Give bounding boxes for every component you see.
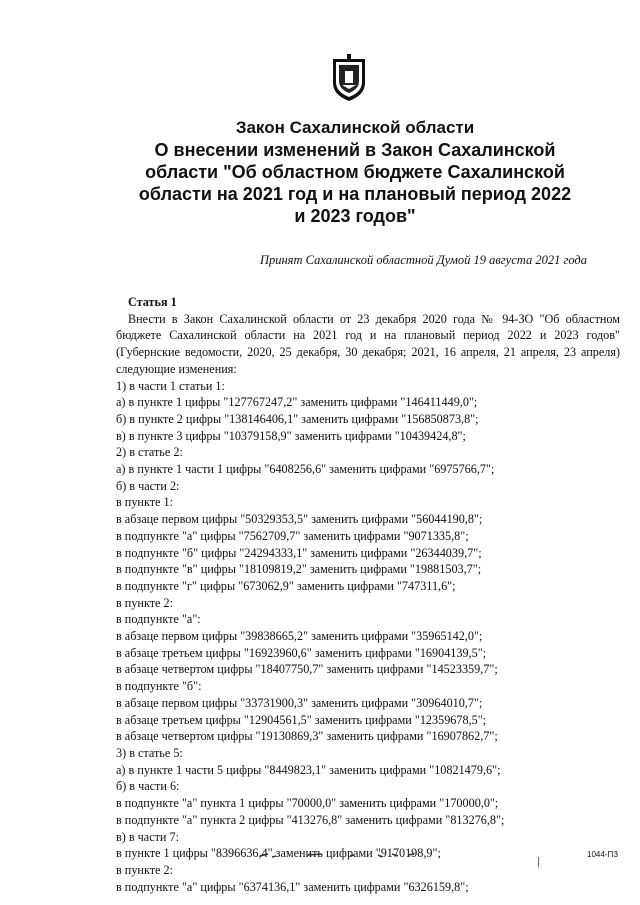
- amendment-line: а) в пункте 1 части 1 цифры "6408256,6" заменить цифрами "6975766,7";: [116, 462, 495, 477]
- amendment-line: в абзаце первом цифры "39838665,2" заменить цифрами "35965142,0";: [116, 629, 483, 644]
- amendment-line: в подпункте "а" цифры "7562709,7" заменить цифрами "9071335,8";: [116, 528, 469, 543]
- amendment-line: б) в пункте 2 цифры "138146406,1" заменить цифрами "156850873,8";: [116, 411, 479, 426]
- scan-tick: [538, 857, 539, 867]
- amendment-line: в абзаце четвертом цифры "19130869,3" заменить цифрами "16907862,7";: [116, 729, 498, 744]
- amendment-line: в абзаце третьем цифры "12904561,5" заменить цифрами "12359678,5";: [116, 712, 487, 727]
- amendment-line: в подпункте "б" цифры "24294333,1" заменить цифрами "26344039,7";: [116, 545, 482, 560]
- amendment-line: в абзаце третьем цифры "16923960,6" заменить цифрами "16904139,5";: [116, 645, 487, 660]
- amendment-line: в пункте 1 цифры "8396636,4" заменить цифрами "9170198,9";: [116, 846, 441, 861]
- amendment-line: в подпункте "а":: [116, 612, 201, 627]
- amendment-line: б) в части 2:: [116, 478, 180, 493]
- amendment-line: в) в части 7:: [116, 829, 179, 844]
- document-code: 1044-ПЗ: [587, 850, 619, 859]
- amendment-line: в подпункте "а" пункта 1 цифры "70000,0" заменить цифрами "170000,0";: [116, 796, 499, 811]
- scan-marks: [258, 850, 428, 860]
- article-heading: Статья 1: [128, 295, 177, 309]
- amendment-line: в подпункте "б":: [116, 679, 202, 694]
- amendment-line: в подпункте "а" цифры "6374136,1" заменить цифрами "6326159,8";: [116, 879, 469, 894]
- article-intro: Внести в Закон Сахалинской области от 23 декабря 2020 года № 94-ЗО "Об областном бюджете Сахалинской области на 2021 год и на плановый период 2022 и 2023 годов" (Губернские ведомости, 2020, 25 декабря, 30 декабря; 2021, 16 апреля, 21 апреля, 23 апреля) следующие изменения:: [116, 311, 620, 376]
- amendment-line: в абзаце первом цифры "33731900,3" заменить цифрами "30964010,7";: [116, 695, 483, 710]
- amendment-line: в пункте 1:: [116, 495, 173, 510]
- amendment-line: 2) в статье 2:: [116, 445, 183, 460]
- amendment-line: в подпункте "в" цифры "18109819,2" заменить цифрами "19881503,7";: [116, 562, 482, 577]
- title-line-1: Закон Сахалинской области: [235, 118, 475, 137]
- amendment-list: [116, 378, 620, 896]
- amendment-line: а) в пункте 1 части 5 цифры "8449823,1" заменить цифрами "10821479,6";: [116, 762, 501, 777]
- adoption-note: Принят Сахалинской областной Думой 19 августа 2021 года: [259, 253, 587, 267]
- amendment-line: в абзаце четвертом цифры "18407750,7" заменить цифрами "14523359,7";: [116, 662, 498, 677]
- amendment-line: в) в пункте 3 цифры "10379158,9" заменить цифрами "10439424,8";: [116, 428, 466, 443]
- title-line-2: О внесении изменений в Закон Сахалинской: [154, 140, 556, 160]
- amendment-line: в подпункте "г" цифры "673062,9" заменить цифрами "747311,6";: [116, 578, 456, 593]
- amendment-line: б) в части 6:: [116, 779, 180, 794]
- title-line-3: области "Об областном бюджете Сахалинской: [145, 162, 565, 182]
- amendment-line: в пункте 2:: [116, 595, 173, 610]
- amendment-line: а) в пункте 1 цифры "127767247,2" заменить цифрами "146411449,0";: [116, 395, 478, 410]
- title-line-5: и 2023 годов": [294, 206, 416, 226]
- article-body: [116, 294, 620, 895]
- amendment-line: в пункте 2:: [116, 862, 173, 877]
- title-line-4: области на 2021 год и на плановый период 2022: [138, 184, 572, 204]
- amendment-line: в подпункте "а" пункта 2 цифры "413276,8" заменить цифрами "813276,8";: [116, 812, 505, 827]
- amendment-line: 1) в части 1 статьи 1:: [116, 378, 225, 393]
- coat-of-arms-icon: [331, 53, 367, 103]
- law-title: [100, 117, 610, 227]
- amendment-line: 3) в статье 5:: [116, 745, 183, 760]
- amendment-line: в абзаце первом цифры "50329353,5" заменить цифрами "56044190,8";: [116, 512, 483, 527]
